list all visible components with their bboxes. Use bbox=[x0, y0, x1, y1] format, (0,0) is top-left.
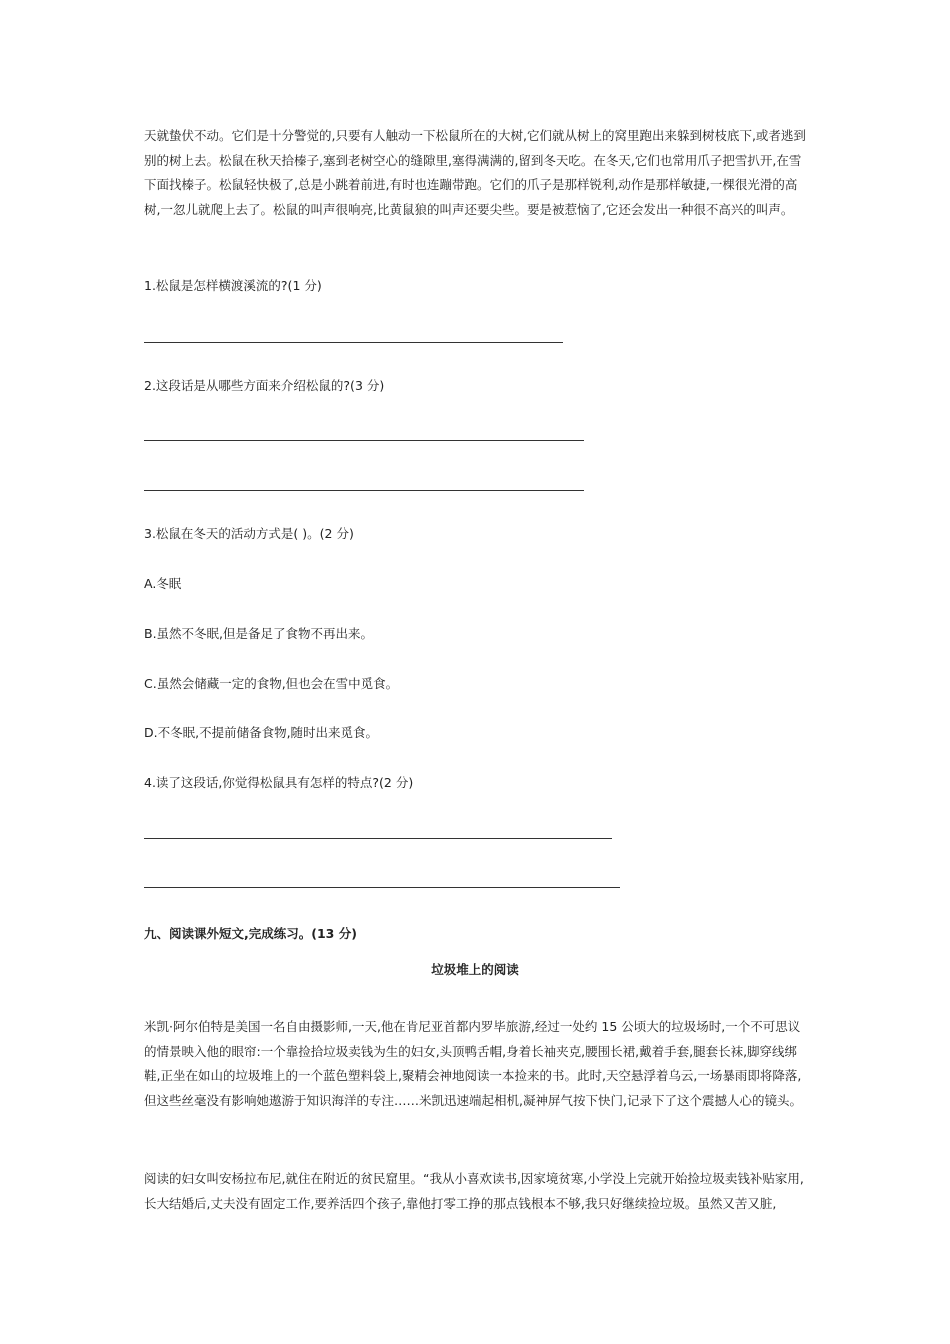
option-a: A.冬眠 bbox=[144, 576, 182, 591]
question-1: 1.松鼠是怎样横渡溪流的?(1 分) bbox=[144, 278, 322, 293]
answer-line-4b[interactable] bbox=[144, 887, 620, 888]
passage-paragraph: 天就蛰伏不动。它们是十分警觉的,只要有人触动一下松鼠所在的大树,它们就从树上的窝里跑出来躲到树枝底下,或者逃到别的树上去。松鼠在秋天拾榛子,塞到老树空心的缝隙里,塞得满满的,留到冬天吃。在冬天,它们也常用爪子把雪扒开,在雪下面找榛子。松鼠轻快极了,总是小跳着前进,有时也连蹦带跑。它们的爪子是那样锐利,动作是那样敏捷,一棵很光滑的高树,一忽儿就爬上去了。松鼠的叫声很响亮,比黄鼠狼的叫声还要尖些。要是被惹恼了,它还会发出一种很不高兴的叫声。 bbox=[144, 128, 806, 217]
question-4: 4.读了这段话,你觉得松鼠具有怎样的特点?(2 分) bbox=[144, 775, 414, 790]
question-3: 3.松鼠在冬天的活动方式是( )。(2 分) bbox=[144, 526, 354, 541]
article-title: 垃圾堆上的阅读 bbox=[431, 962, 519, 977]
option-b: B.虽然不冬眠,但是备足了食物不再出来。 bbox=[144, 626, 374, 641]
article-paragraph-2: 阅读的妇女叫安杨拉布尼,就住在附近的贫民窟里。“我从小喜欢读书,因家境贫寒,小学没上完就开始捡垃圾卖钱补贴家用,长大结婚后,丈夫没有固定工作,要养活四个孩子,靠他打零工挣的那点钱根本不够,我只好继续捡垃圾。虽然又苦又脏, bbox=[144, 1171, 804, 1211]
option-d: D.不冬眠,不提前储备食物,随时出来觅食。 bbox=[144, 725, 379, 740]
answer-line-2a[interactable] bbox=[144, 440, 584, 441]
answer-line-2b[interactable] bbox=[144, 490, 584, 491]
answer-line-1[interactable] bbox=[144, 342, 563, 343]
answer-line-4a[interactable] bbox=[144, 838, 612, 839]
option-c: C.虽然会储藏一定的食物,但也会在雪中觅食。 bbox=[144, 676, 399, 691]
article-paragraph-1: 米凯·阿尔伯特是美国一名自由摄影师,一天,他在肯尼亚首都内罗毕旅游,经过一处约 15 公顷大的垃圾场时,一个不可思议的情景映入他的眼帘:一个靠捡拾垃圾卖钱为生的妇女,头顶鸭舌帽,身着长袖夹克,腰围长裙,戴着手套,腿套长袜,脚穿线绑鞋,正坐在如山的垃圾堆上的一个蓝色塑料袋上,聚精会神地阅读一本捡来的书。此时,天空悬浮着乌云,一场暴雨即将降落,但这些丝毫没有影响她遨游于知识海洋的专注……米凯迅速端起相机,凝神屏气按下快门,记录下了这个震撼人心的镜头。 bbox=[144, 1019, 802, 1108]
question-2: 2.这段话是从哪些方面来介绍松鼠的?(3 分) bbox=[144, 378, 385, 393]
section-heading: 九、阅读课外短文,完成练习。(13 分) bbox=[144, 926, 357, 941]
